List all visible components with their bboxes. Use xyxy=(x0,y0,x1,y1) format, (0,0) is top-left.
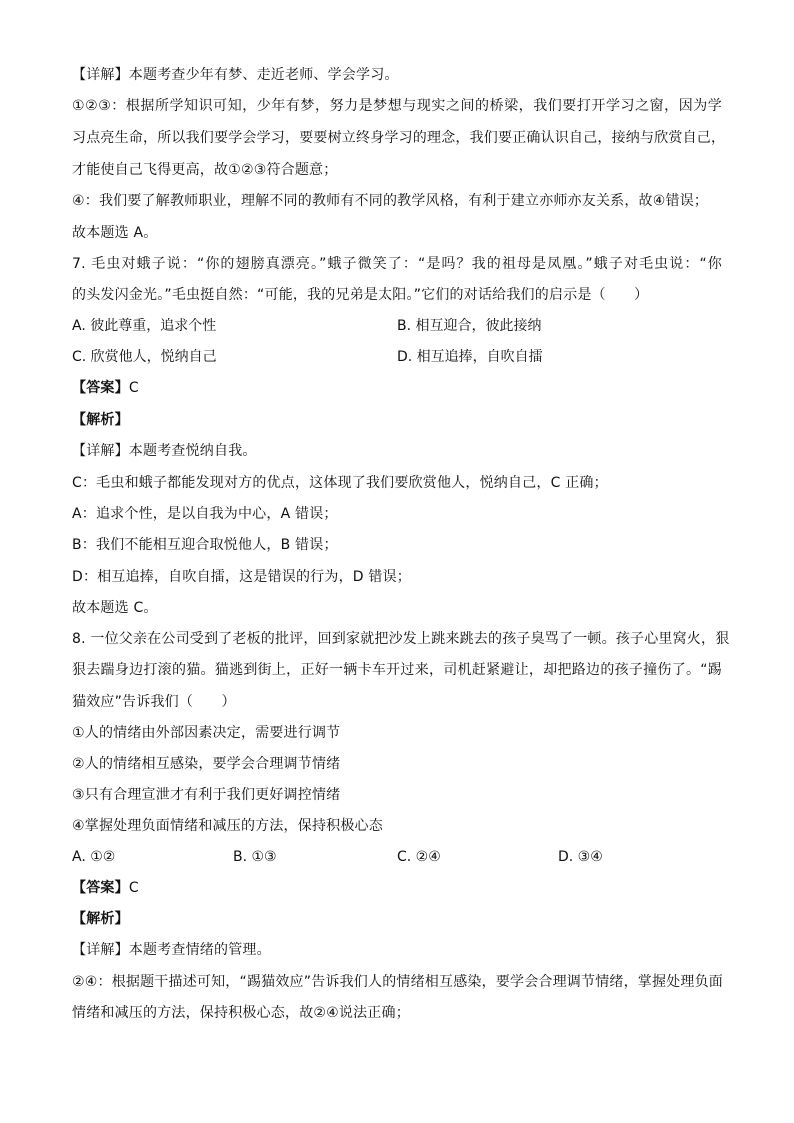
q6-explanation-line-3: 才能使自己飞得更高，故①②③符合题意； xyxy=(72,162,338,178)
q8-option-c: C. ②④ xyxy=(397,849,441,865)
q8-statement-4: ④掌握处理负面情绪和减压的方法，保持积极心态 xyxy=(72,818,383,834)
q8-stem-line-2: 狠去踹身边打滚的猫。猫逃到街上，正好一辆卡车开过来，司机赶紧避让，却把路边的孩子撞伤了。“踢 xyxy=(72,662,722,678)
q8-statement-2: ②人的情绪相互感染，要学会合理调节情绪 xyxy=(72,756,341,772)
q6-conclusion: 故本题选 A。 xyxy=(72,225,158,241)
answer-label: 【答案】 xyxy=(72,880,129,896)
q8-option-b: B. ①③ xyxy=(233,849,277,865)
q7-answer xyxy=(72,378,722,398)
q7-line-a: A：追求个性，是以自我为中心，A 错误； xyxy=(72,506,338,522)
q7-line-d: D：相互追捧，自吹自擂，这是错误的行为，D 错误； xyxy=(72,569,412,585)
q8-statement-1: ①人的情绪由外部因素决定，需要进行调节 xyxy=(72,725,341,741)
q7-conclusion: 故本题选 C。 xyxy=(72,600,158,616)
q7-option-d: D. 相互追捧，自吹自擂 xyxy=(397,349,543,365)
q8-answer xyxy=(72,878,722,898)
q8-option-d: D. ③④ xyxy=(558,849,603,865)
q8-explanation-line-2: 情绪和减压的方法，保持积极心态，故②④说法正确； xyxy=(72,1005,410,1021)
q8-explanation-line-1: ②④：根据题干描述可知，“踢猫效应”告诉我们人的情绪相互感染，要学会合理调节情绪，掌握处理负面 xyxy=(72,974,724,990)
q8-stem-line-1: 8. 一位父亲在公司受到了老板的批评，回到家就把沙发上跳来跳去的孩子臭骂了一顿。孩子心里窝火，狠 xyxy=(72,631,730,647)
q7-line-b: B：我们不能相互迎合取悦他人，B 错误； xyxy=(72,537,338,553)
q8-stem-line-3: 猫效应”告诉我们（ ） xyxy=(72,694,236,710)
answer-value: C xyxy=(128,380,139,396)
q8-analysis-label: 【解析】 xyxy=(72,911,129,927)
q8-option-a: A. ①② xyxy=(72,849,116,865)
q6-explanation-line-1: ①②③：根据所学知识可知，少年有梦，努力是梦想与现实之间的桥梁，我们要打开学习之窗，因为学 xyxy=(72,98,722,114)
q7-option-b: B. 相互迎合，彼此接纳 xyxy=(397,318,542,334)
q7-option-a: A. 彼此尊重，追求个性 xyxy=(72,318,217,334)
q7-stem-line-1: 7. 毛虫对蛾子说：“你的翅膀真漂亮。”蛾子微笑了：“是吗？我的祖母是凤凰。”蛾子对毛虫说：“你 xyxy=(72,256,722,272)
q8-detail: 【详解】本题考查情绪的管理。 xyxy=(72,942,271,958)
q7-line-c: C：毛虫和蛾子都能发现对方的优点，这体现了我们要欣赏他人，悦纳自己，C 正确； xyxy=(72,475,608,491)
q6-explanation-line-2: 习点亮生命，所以我们要学会学习，要要树立终身学习的理念，我们要正确认识自己，接纳与欣赏自己， xyxy=(72,130,726,146)
q7-stem-line-2: 的头发闪金光。”毛虫挺自然：“可能，我的兄弟是太阳。”它们的对话给我们的启示是（ ） xyxy=(72,287,649,303)
q8-statement-3: ③只有合理宣泄才有利于我们更好调控情绪 xyxy=(72,787,341,803)
q6-detail: 【详解】本题考查少年有梦、走近老师、学会学习。 xyxy=(72,67,399,83)
q7-detail: 【详解】本题考查悦纳自我。 xyxy=(72,443,257,459)
q6-explanation-item-4: ④：我们要了解教师职业，理解不同的教师有不同的教学风格，有利于建立亦师亦友关系，故④错误； xyxy=(72,193,709,209)
q7-analysis-label: 【解析】 xyxy=(72,412,129,428)
answer-value: C xyxy=(128,880,139,896)
q7-option-c: C. 欣赏他人，悦纳自己 xyxy=(72,349,217,365)
answer-label: 【答案】 xyxy=(72,380,129,396)
